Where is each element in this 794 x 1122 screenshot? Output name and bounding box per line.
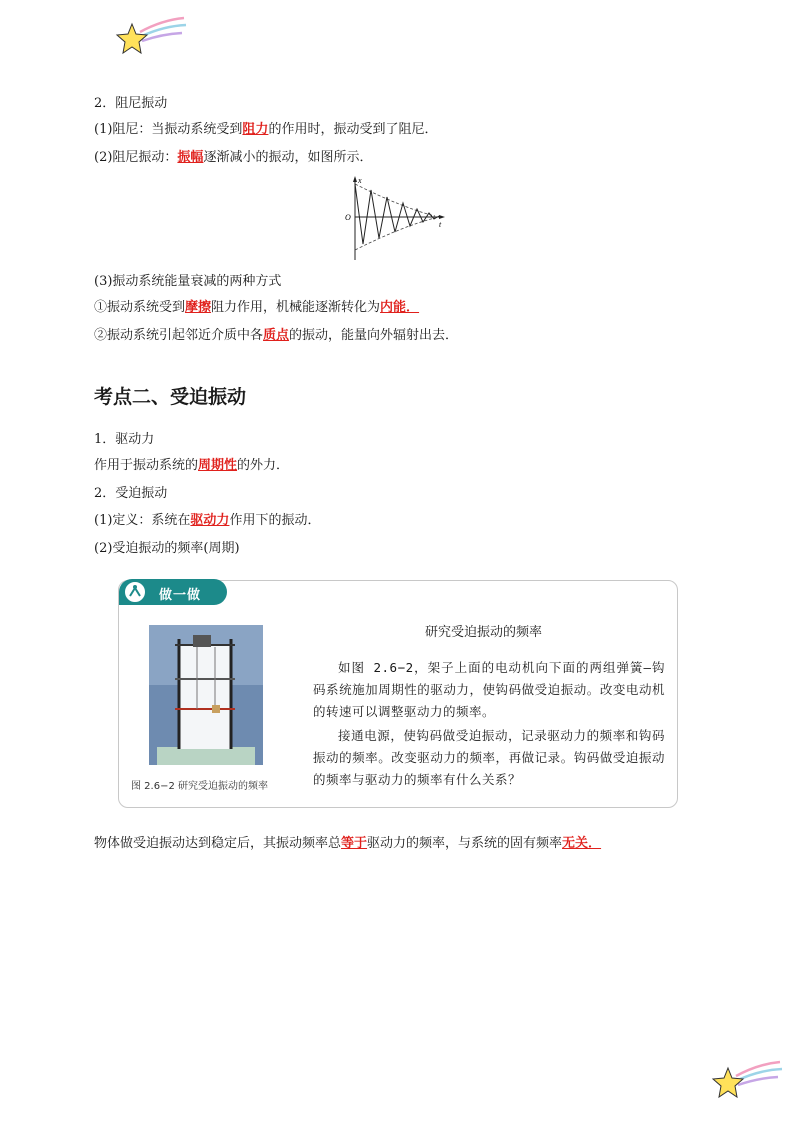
energy-decay-title: (3)振动系统能量衰减的两种方式 xyxy=(94,274,282,289)
activity-paragraph: 如图 2.6−2，架子上面的电动机向下面的两组弹簧—钩码系统施加周期性的驱动力，使钩码做受迫振动。改变电动机的转速可以调整驱动力的频率。 xyxy=(313,660,665,719)
section-title-damping: 2．阻尼振动 xyxy=(94,96,168,111)
keyword: 质点 xyxy=(263,328,290,343)
damped-vibration-definition: (2)阻尼振动：振幅逐渐减小的振动，如图所示． xyxy=(94,150,373,165)
activity-badge: 做一做 xyxy=(119,579,227,605)
activity-paragraph: 接通电源，使钩码做受迫振动，记录驱动力的频率和钩码振动的频率。改变驱动力的频率，再做记录。钩码做受迫振动的频率与驱动力的频率有什么关系？ xyxy=(313,728,665,787)
driving-force-definition: 作用于振动系统的周期性的外力． xyxy=(94,458,290,473)
damped-oscillation-figure xyxy=(343,174,447,262)
keyword: 摩擦 xyxy=(185,300,212,315)
shooting-star-icon xyxy=(112,14,188,58)
keyword: 阻力 xyxy=(242,122,269,137)
conclusion: 物体做受迫振动达到稳定后，其振动频率总等于驱动力的频率，与系统的固有频率无关． xyxy=(94,836,602,851)
svg-text:x: x xyxy=(358,176,362,185)
svg-text:t: t xyxy=(439,220,442,229)
keyword: 周期性 xyxy=(198,458,238,473)
forced-vibration-definition: (1)定义：系统在驱动力作用下的振动． xyxy=(94,513,321,528)
section-heading: 考点二、受迫振动 xyxy=(94,386,247,408)
keyword: 内能． xyxy=(380,300,420,315)
keyword: 无关． xyxy=(562,836,602,851)
forced-vibration-frequency: (2)受迫振动的频率(周期) xyxy=(94,541,240,556)
driving-force-title: 1．驱动力 xyxy=(94,432,155,447)
energy-way-2: ②振动系统引起邻近介质中各质点的振动，能量向外辐射出去． xyxy=(94,328,459,343)
keyword: 驱动力 xyxy=(190,513,230,528)
shooting-star-icon xyxy=(708,1058,784,1102)
forced-vibration-title: 2．受迫振动 xyxy=(94,486,168,501)
activity-box xyxy=(118,580,678,808)
figure-caption: 图 2.6−2 研究受迫振动的频率 xyxy=(131,781,269,792)
keyword: 振幅 xyxy=(177,150,204,165)
keyword: 等于 xyxy=(341,836,368,851)
activity-icon xyxy=(123,580,147,604)
experiment-apparatus-photo xyxy=(149,625,263,765)
energy-way-1: ①振动系统受到摩擦阻力作用，机械能逐渐转化为内能． xyxy=(94,300,420,315)
damping-definition: (1)阻尼：当振动系统受到阻力的作用时，振动受到了阻尼． xyxy=(94,122,438,137)
svg-text:O: O xyxy=(345,213,351,222)
activity-title: 研究受迫振动的频率 xyxy=(425,625,543,640)
